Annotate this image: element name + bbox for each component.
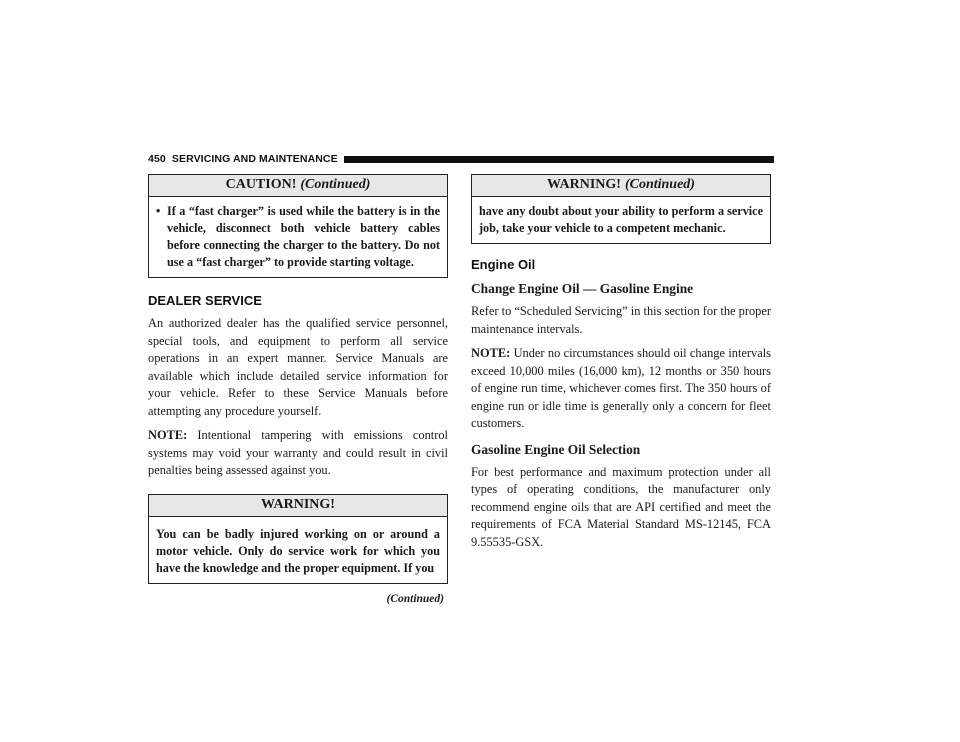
warning-continued-body: have any doubt about your ability to perform a service job, take your vehicle to a competent mechanic. [479,204,763,235]
oil-selection-paragraph: For best performance and maximum protection under all types of operating conditions, the manufacturer only recommend engine oils that are API certified and meet the requirements of FCA Material Standard MS-12145, FCA 9.55535-GSX. [471,464,771,549]
section-title: SERVICING AND MAINTENANCE [171,153,338,165]
note-label: NOTE: [148,428,188,442]
warning-continued-title [472,175,770,197]
dealer-service-heading: DEALER SERVICE [148,293,262,308]
page-number: 450 [148,153,166,165]
caution-title: CAUTION! [225,177,297,192]
bullet-icon: • [156,204,161,218]
caution-bullet [156,203,440,271]
oil-selection-heading: Gasoline Engine Oil Selection [471,441,641,457]
warning-title: WARNING! [547,177,621,192]
continued-label: (Continued) [386,592,444,605]
warning-title: WARNING! [261,496,335,512]
dealer-note [148,427,448,480]
caution-box [148,174,448,278]
right-column [471,174,771,551]
warning-continued: (Continued) [624,177,695,192]
warning-continued-box [471,174,771,244]
header-rule [344,156,774,163]
change-engine-oil-heading: Change Engine Oil — Gasoline Engine [471,281,694,296]
dealer-service-paragraph: An authorized dealer has the qualified service personnel, special tools, and equipment to perform all service operations in an expert manner. Service Manuals are available which include detailed service information for your vehicle. Refer to these Service Manuals before attempting any procedure yourself. [148,316,448,418]
change-engine-oil-paragraph: Refer to “Scheduled Servicing” in this section for the proper maintenance intervals. [471,304,771,336]
warning-box-body: You can be badly injured working on or around a motor vehicle. Only do service work for which you have the knowledge and the proper equipment. If you [156,526,440,575]
note-label: NOTE: [471,346,511,360]
oil-note [471,345,771,433]
warning-box-title [149,495,447,517]
warning-box [148,494,448,584]
page-header [148,151,774,167]
caution-bullet-text: If a “fast charger” is used while the battery is in the vehicle, disconnect both vehicle battery cables before connecting the charger to the battery. Do not use a “fast charger” to provide starting voltage. [167,204,440,269]
note-text: Intentional tampering with emissions control systems may void your warranty and could result in civil penalties being assessed against you. [148,428,448,477]
engine-oil-heading: Engine Oil [471,257,536,272]
page-header-text [148,153,338,165]
caution-box-body [149,197,447,277]
note-text: Under no circumstances should oil change intervals exceed 10,000 miles (16,000 km), 12 months or 350 hours of engine run time, whichever comes first. The 350 hours of engine run or idle time is generally only a concern for fleet customers. [471,346,771,430]
left-column [148,174,448,605]
caution-continued: (Continued) [300,177,371,192]
caution-box-title [149,175,447,197]
